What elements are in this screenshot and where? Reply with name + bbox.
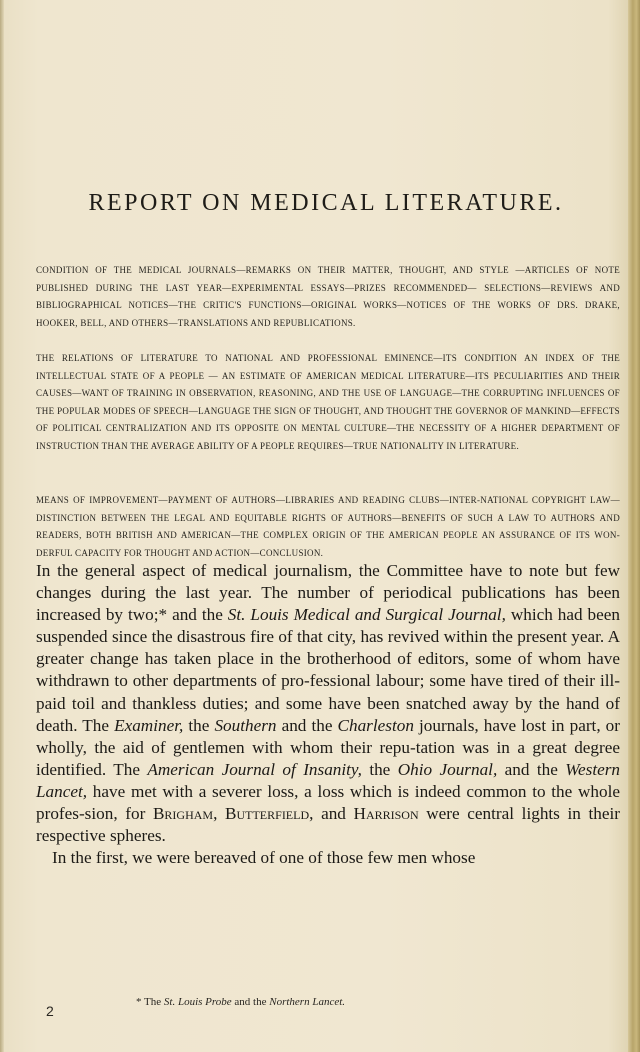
person-name: Brigham [152, 804, 214, 824]
synopsis-paragraph-2: THE RELATIONS OF LITERATURE TO NATIONAL AND PROFESSIONAL EMINENCE—ITS CONDITION AN INDEX OF THE INTELLECTUAL STATE OF A PEOPLE — AN ESTIMATE OF AMERICAN MEDICAL LITERATURE—ITS PECULIARITIES AND THEIR CAUSES—WANT OF TRAINING IN OBSERVATION, REASONING, AND THE USE OF LANGUAGE—THE CORRUPTING INFLUENCES OF THE POPULAR MODES OF SPEECH—LANGUAGE THE SIGN OF THOUGHT, AND THOUGHT THE GOVERNOR OF MANKIND—EFFECTS OF POLITICAL CENTRALIZATION AND ITS OPPOSITE ON MENTAL CULTURE—THE NECESSITY OF A HIGHER DEPARTMENT OF INSTRUCTION THAN THE AVERAGE ABILITY OF A PEOPLE REQUIRES—TRUE NATIONALITY IN LITERATURE. [36, 353, 620, 451]
journal-title: Northern Lancet. [269, 996, 346, 1008]
body-paragraph-2: In the first, we were bereaved of one of those few men whose [52, 848, 476, 868]
signature-mark: 2 [46, 1003, 54, 1019]
page-left-edge [0, 0, 4, 1052]
journal-title: Ohio Journal, [397, 759, 498, 779]
body-text [36, 560, 620, 869]
synopsis-paragraph-3: MEANS OF IMPROVEMENT—PAYMENT OF AUTHORS—LIBRARIES AND READING CLUBS—INTER-NATIONAL COPYRIGHT LAW—DISTINCTION BETWEEN THE LEGAL AND EQUITABLE RIGHTS OF AUTHORS—BENEFITS OF SUCH A LAW TO AUTHORS AND READERS, BOTH BRITISH AND AMERICAN—THE COMPLEX ORIGIN OF THE AMERICAN PEOPLE AN ASSURANCE OF ITS WON-DERFUL CAPACITY FOR THOUGHT AND ACTION—CONCLUSION. [36, 495, 620, 558]
page-right-edge [628, 0, 640, 1052]
journal-title: Charleston [337, 715, 414, 735]
journal-title: Examiner, [114, 715, 184, 735]
journal-title: American Journal of Insanity, [147, 759, 362, 779]
journal-title: Western Lancet, [36, 759, 621, 801]
journal-title: Southern [214, 715, 277, 735]
page-title: REPORT ON MEDICAL LITERATURE. [88, 190, 564, 216]
person-name: Butterfield [225, 804, 310, 824]
journal-title: St. Louis Probe [163, 996, 232, 1008]
synopsis-paragraph-1: CONDITION OF THE MEDICAL JOURNALS—REMARKS ON THEIR MATTER, THOUGHT, AND STYLE —ARTICLES OF NOTE PUBLISHED DURING THE LAST YEAR—EXPERIMENTAL ESSAYS—PRIZES RECOMMENDED— SELECTIONS—REVIEWS AND BIBLIOGRAPHICAL NOTICES—THE CRITIC'S FUNCTIONS—ORIGINAL WORKS—NOTICES OF THE WORKS OF DRS. DRAKE, HOOKER, BELL, AND OTHERS—TRANSLATIONS AND REPUBLICATIONS. [36, 265, 620, 328]
journal-title: St. Louis Medical and Surgical Journal, [227, 605, 506, 625]
person-name: Harrison [353, 804, 419, 824]
lead-word: In [36, 561, 51, 580]
body-paragraph-1: In the general aspect of medical journalism, the Committee have to note but few changes during the last year. The number of periodical publications has been increased by two;* and the St. Louis Medical and Surgical Journal, which had been suspended since the disastrous fire of that city, has revived within the present year. A greater change has taken place in the brotherhood of editors, some of whom have withdrawn to other departments of pro-fessional labour; some have tired of their ill-paid toil and thankless duties; and some have been snatched away by the hand of death. The Examiner, the Southern and the Charleston journals, have lost in part, or wholly, the aid of gentlemen with whom their repu-tation was in a great degree identified. The American Journal of Insanity, the Ohio Journal, and the Western Lancet, have met with a severer loss, a loss which is indeed common to the whole profes-sion, for Brigham, Butterfield, and Harrison were central lights in their respective spheres. [36, 561, 621, 846]
footnote-text: * The St. Louis Probe and the Northern Lancet. [136, 996, 346, 1008]
